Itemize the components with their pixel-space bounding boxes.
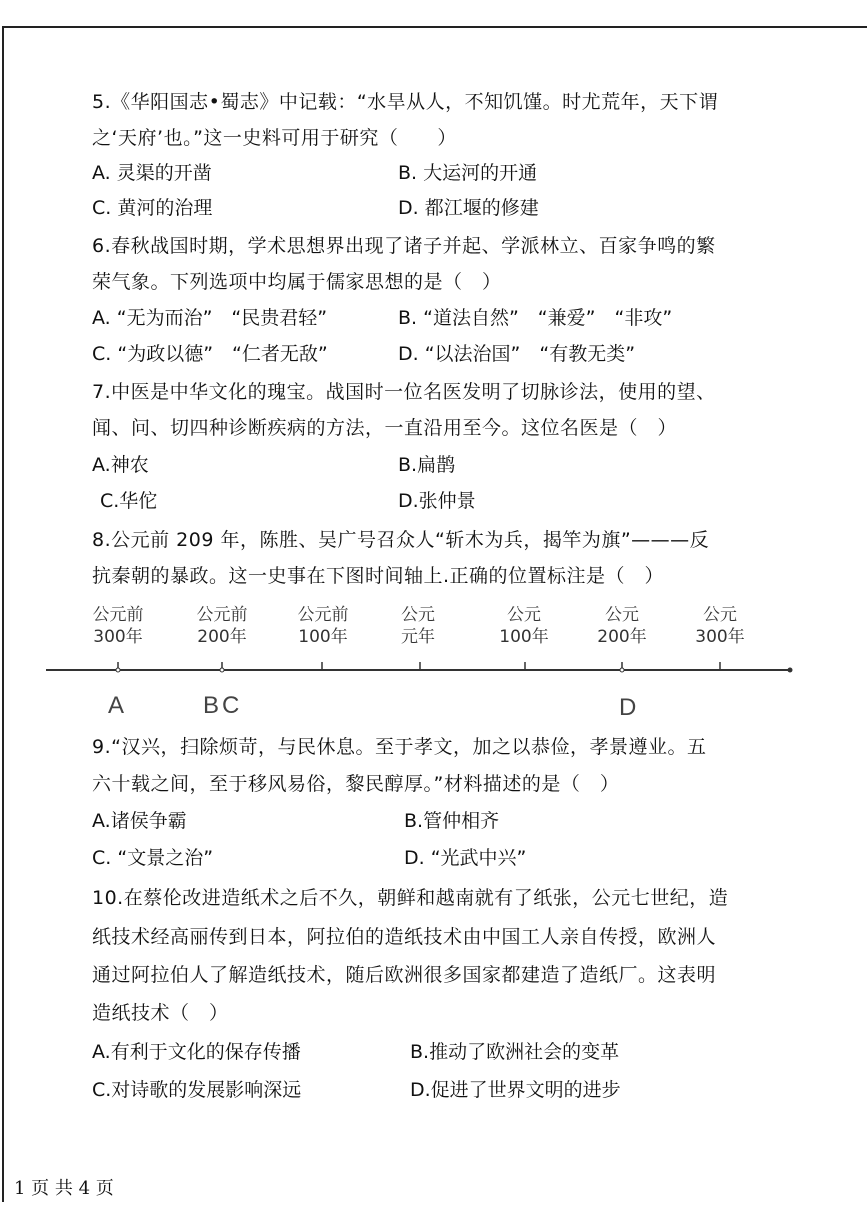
timeline-label-2 [182, 604, 262, 648]
q10-stem-line4: 造纸技术（ ） [92, 1002, 229, 1024]
q10-option-c: C.对诗歌的发展影响深远 [92, 1079, 302, 1101]
q6-option-d: D. “以法治国” “有教无类” [398, 343, 636, 365]
q10-option-b: B.推动了欧洲社会的变革 [410, 1041, 620, 1063]
timeline-mark-d: D [619, 694, 637, 721]
q9-option-c: C. “文景之治” [92, 847, 214, 869]
q8-stem-line1: 8.公元前 209 年，陈胜、吴广号召众人“斩木为兵，揭竿为旗”———反 [92, 529, 710, 551]
timeline-axis-end [788, 668, 793, 673]
timeline-label-top: 公元前 [297, 605, 349, 625]
timeline-label-top: 公元前 [196, 605, 248, 625]
q10-option-a: A.有利于文化的保存传播 [92, 1041, 301, 1063]
timeline-label-bottom: 200年 [197, 627, 247, 647]
page-number-footer: 1 页 共 4 页 [14, 1178, 114, 1199]
q10-stem-line1: 10.在蔡伦改进造纸术之后不久，朝鲜和越南就有了纸张，公元七世纪，造 [92, 887, 729, 909]
q9-option-b: B.管仲相齐 [404, 810, 500, 832]
q10-stem-line2: 纸技术经高丽传到日本，阿拉伯的造纸技术由中国工人亲自传授，欧洲人 [92, 926, 717, 948]
q7-option-b: B.扁鹊 [398, 454, 456, 476]
q9-stem-line2: 六十载之间，至于移风易俗，黎民醇厚。”材料描述的是（ ） [92, 773, 620, 795]
timeline-label-top: 公元 [507, 605, 541, 625]
q6-stem-line2: 荣气象。下列选项中均属于儒家思想的是（ ） [92, 271, 502, 293]
q7-option-d: D.张仲景 [398, 490, 476, 512]
timeline-mark-c: C [222, 692, 240, 719]
timeline-label-4 [378, 604, 458, 648]
q5-option-b: B. 大运河的开通 [398, 162, 538, 184]
timeline-label-bottom: 200年 [597, 627, 647, 647]
q10-stem-line3: 通过阿拉伯人了解造纸技术，随后欧洲很多国家都建造了造纸厂。这表明 [92, 964, 717, 986]
q9-stem-line1: 9.“汉兴，扫除烦苛，与民休息。至于孝文，加之以恭俭，孝景遵业。五 [92, 736, 707, 758]
timeline-label-7 [680, 604, 760, 648]
timeline-label-1 [78, 604, 158, 648]
q7-stem-line1: 7.中医是中华文化的瑰宝。战国时一位名医发明了切脉诊法，使用的望、 [92, 381, 716, 403]
q9-option-d: D. “光武中兴” [404, 847, 527, 869]
q6-option-a: A. “无为而治” “民贵君轻” [92, 307, 328, 329]
timeline-label-bottom: 300年 [93, 627, 143, 647]
timeline-mark-b: B [203, 692, 220, 719]
q7-option-c: C.华佗 [100, 490, 158, 512]
q6-option-b: B. “道法自然” “兼爱” “非攻” [398, 307, 673, 329]
q7-stem-line2: 闻、问、切四种诊断疾病的方法，一直沿用至今。这位名医是（ ） [92, 417, 678, 439]
timeline-label-top: 公元 [605, 605, 639, 625]
timeline-dot-1 [116, 668, 120, 672]
timeline-label-top: 公元前 [92, 605, 144, 625]
timeline-label-top: 公元 [703, 605, 737, 625]
q5-stem-line1: 5.《华阳国志•蜀志》中记载：“水旱从人，不知饥馑。时尤荒年，天下谓 [92, 91, 719, 113]
timeline-label-top: 公元 [401, 605, 435, 625]
q8-stem-line2: 抗秦朝的暴政。这一史事在下图时间轴上.正确的位置标注是（ ） [92, 565, 665, 587]
timeline-label-bottom: 100年 [499, 627, 549, 647]
timeline-mark-a: A [108, 692, 125, 719]
timeline-dot-2 [220, 668, 224, 672]
q6-option-c: C. “为政以德” “仁者无敌” [92, 343, 328, 365]
timeline-label-bottom: 300年 [695, 627, 745, 647]
q10-option-d: D.促进了世界文明的进步 [410, 1079, 621, 1101]
timeline-label-bottom: 100年 [298, 627, 348, 647]
timeline-label-6 [582, 604, 662, 648]
q7-option-a: A.神农 [92, 454, 149, 476]
timeline-axis [0, 650, 867, 690]
timeline-label-5 [484, 604, 564, 648]
q5-option-c: C. 黄河的治理 [92, 197, 213, 219]
timeline-label-bottom: 元年 [401, 627, 435, 647]
timeline-label-3 [283, 604, 363, 648]
q5-option-a: A. 灵渠的开凿 [92, 162, 212, 184]
q5-option-d: D. 都江堰的修建 [398, 197, 539, 219]
q6-stem-line1: 6.春秋战国时期，学术思想界出现了诸子并起、学派林立、百家争鸣的繁 [92, 235, 716, 257]
q9-option-a: A.诸侯争霸 [92, 810, 187, 832]
q5-stem-line2: 之‘天府’也。”这一史料可用于研究（ ） [92, 127, 457, 149]
timeline-dot-6 [620, 668, 624, 672]
